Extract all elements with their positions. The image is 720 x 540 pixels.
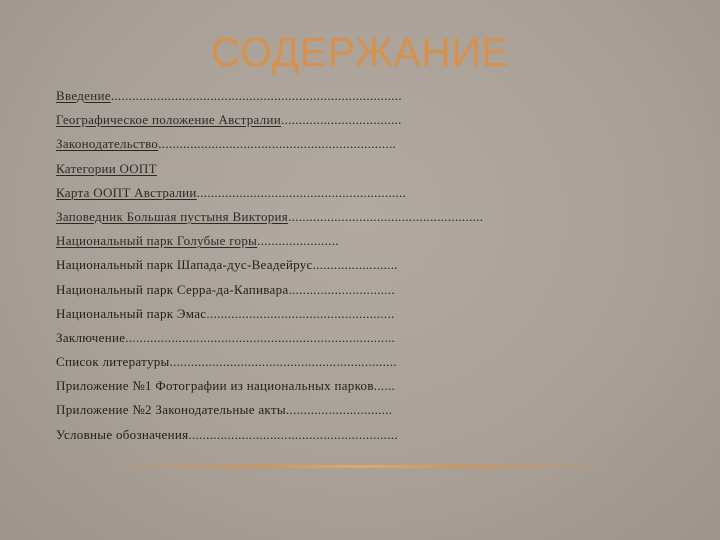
toc-link-legislation[interactable]: Законодательство [56,136,159,152]
toc-dots: ................................................................... [158,136,397,152]
slide-title: СОДЕРЖАНИЕ [210,29,510,75]
toc-text: Список литературы [56,354,170,370]
toc-dots: .................................................................................. [110,88,402,103]
toc-dots: ...... [373,378,396,394]
toc-dots: .............................. [285,402,393,418]
toc-text: Национальный парк Эмас [56,305,207,321]
toc-link-blue-mountains[interactable]: Национальный парк Голубые горы [56,233,258,249]
toc-item-appendix-2 [56,398,483,422]
toc-item-introduction [56,84,483,108]
toc-dots: .............................. [288,281,395,297]
toc-dots: ................................................................ [169,354,397,370]
toc-text: Условные обозначения [56,426,189,442]
toc-text: Заключение [56,329,126,345]
toc-dots: ........................ [312,257,398,273]
toc-link-geography[interactable]: Географическое положение Австралии [56,112,282,128]
decorative-divider [110,465,610,468]
toc-dots: ....................................................... [288,208,484,224]
toc-dots: .................................. [281,112,402,128]
toc-dots: ....................... [257,233,339,249]
toc-text: Приложение №1 Фотографии из национальных парков [56,378,374,394]
toc-item-references [56,350,483,374]
toc-link-map[interactable]: Карта ООПТ Австралии [56,184,197,200]
toc-text: Национальный парк Шапада-дус-Веадейрус [56,257,313,273]
toc-dots: ..................................................... [206,305,395,321]
toc-link-introduction[interactable]: Введение [56,88,111,103]
toc-item-categories [56,157,483,181]
toc-item-appendix-1 [56,374,483,398]
toc-dots: ........................................................... [188,426,398,442]
toc-item-emas [56,302,483,326]
toc-item-geography [56,108,483,132]
toc-link-victoria-desert[interactable]: Заповедник Большая пустыня Виктория [56,208,289,224]
toc-text: Приложение №2 Законодательные акты [56,402,286,418]
toc-item-conclusion [56,326,483,350]
toc-item-victoria-desert [56,205,483,229]
toc-item-legislation [56,132,483,156]
toc-item-blue-mountains [56,229,483,253]
toc-item-serra-capivara [56,278,483,302]
toc-link-categories[interactable]: Категории ООПТ [56,160,157,176]
toc-item-map [56,181,483,205]
toc-dots: ........................................................... [196,184,407,200]
toc-item-chapada [56,253,483,277]
toc-text: Национальный парк Серра-да-Капивара [56,281,289,297]
toc-dots: ............................................................................ [125,329,396,345]
table-of-contents [56,84,483,447]
toc-item-legend [56,423,483,447]
